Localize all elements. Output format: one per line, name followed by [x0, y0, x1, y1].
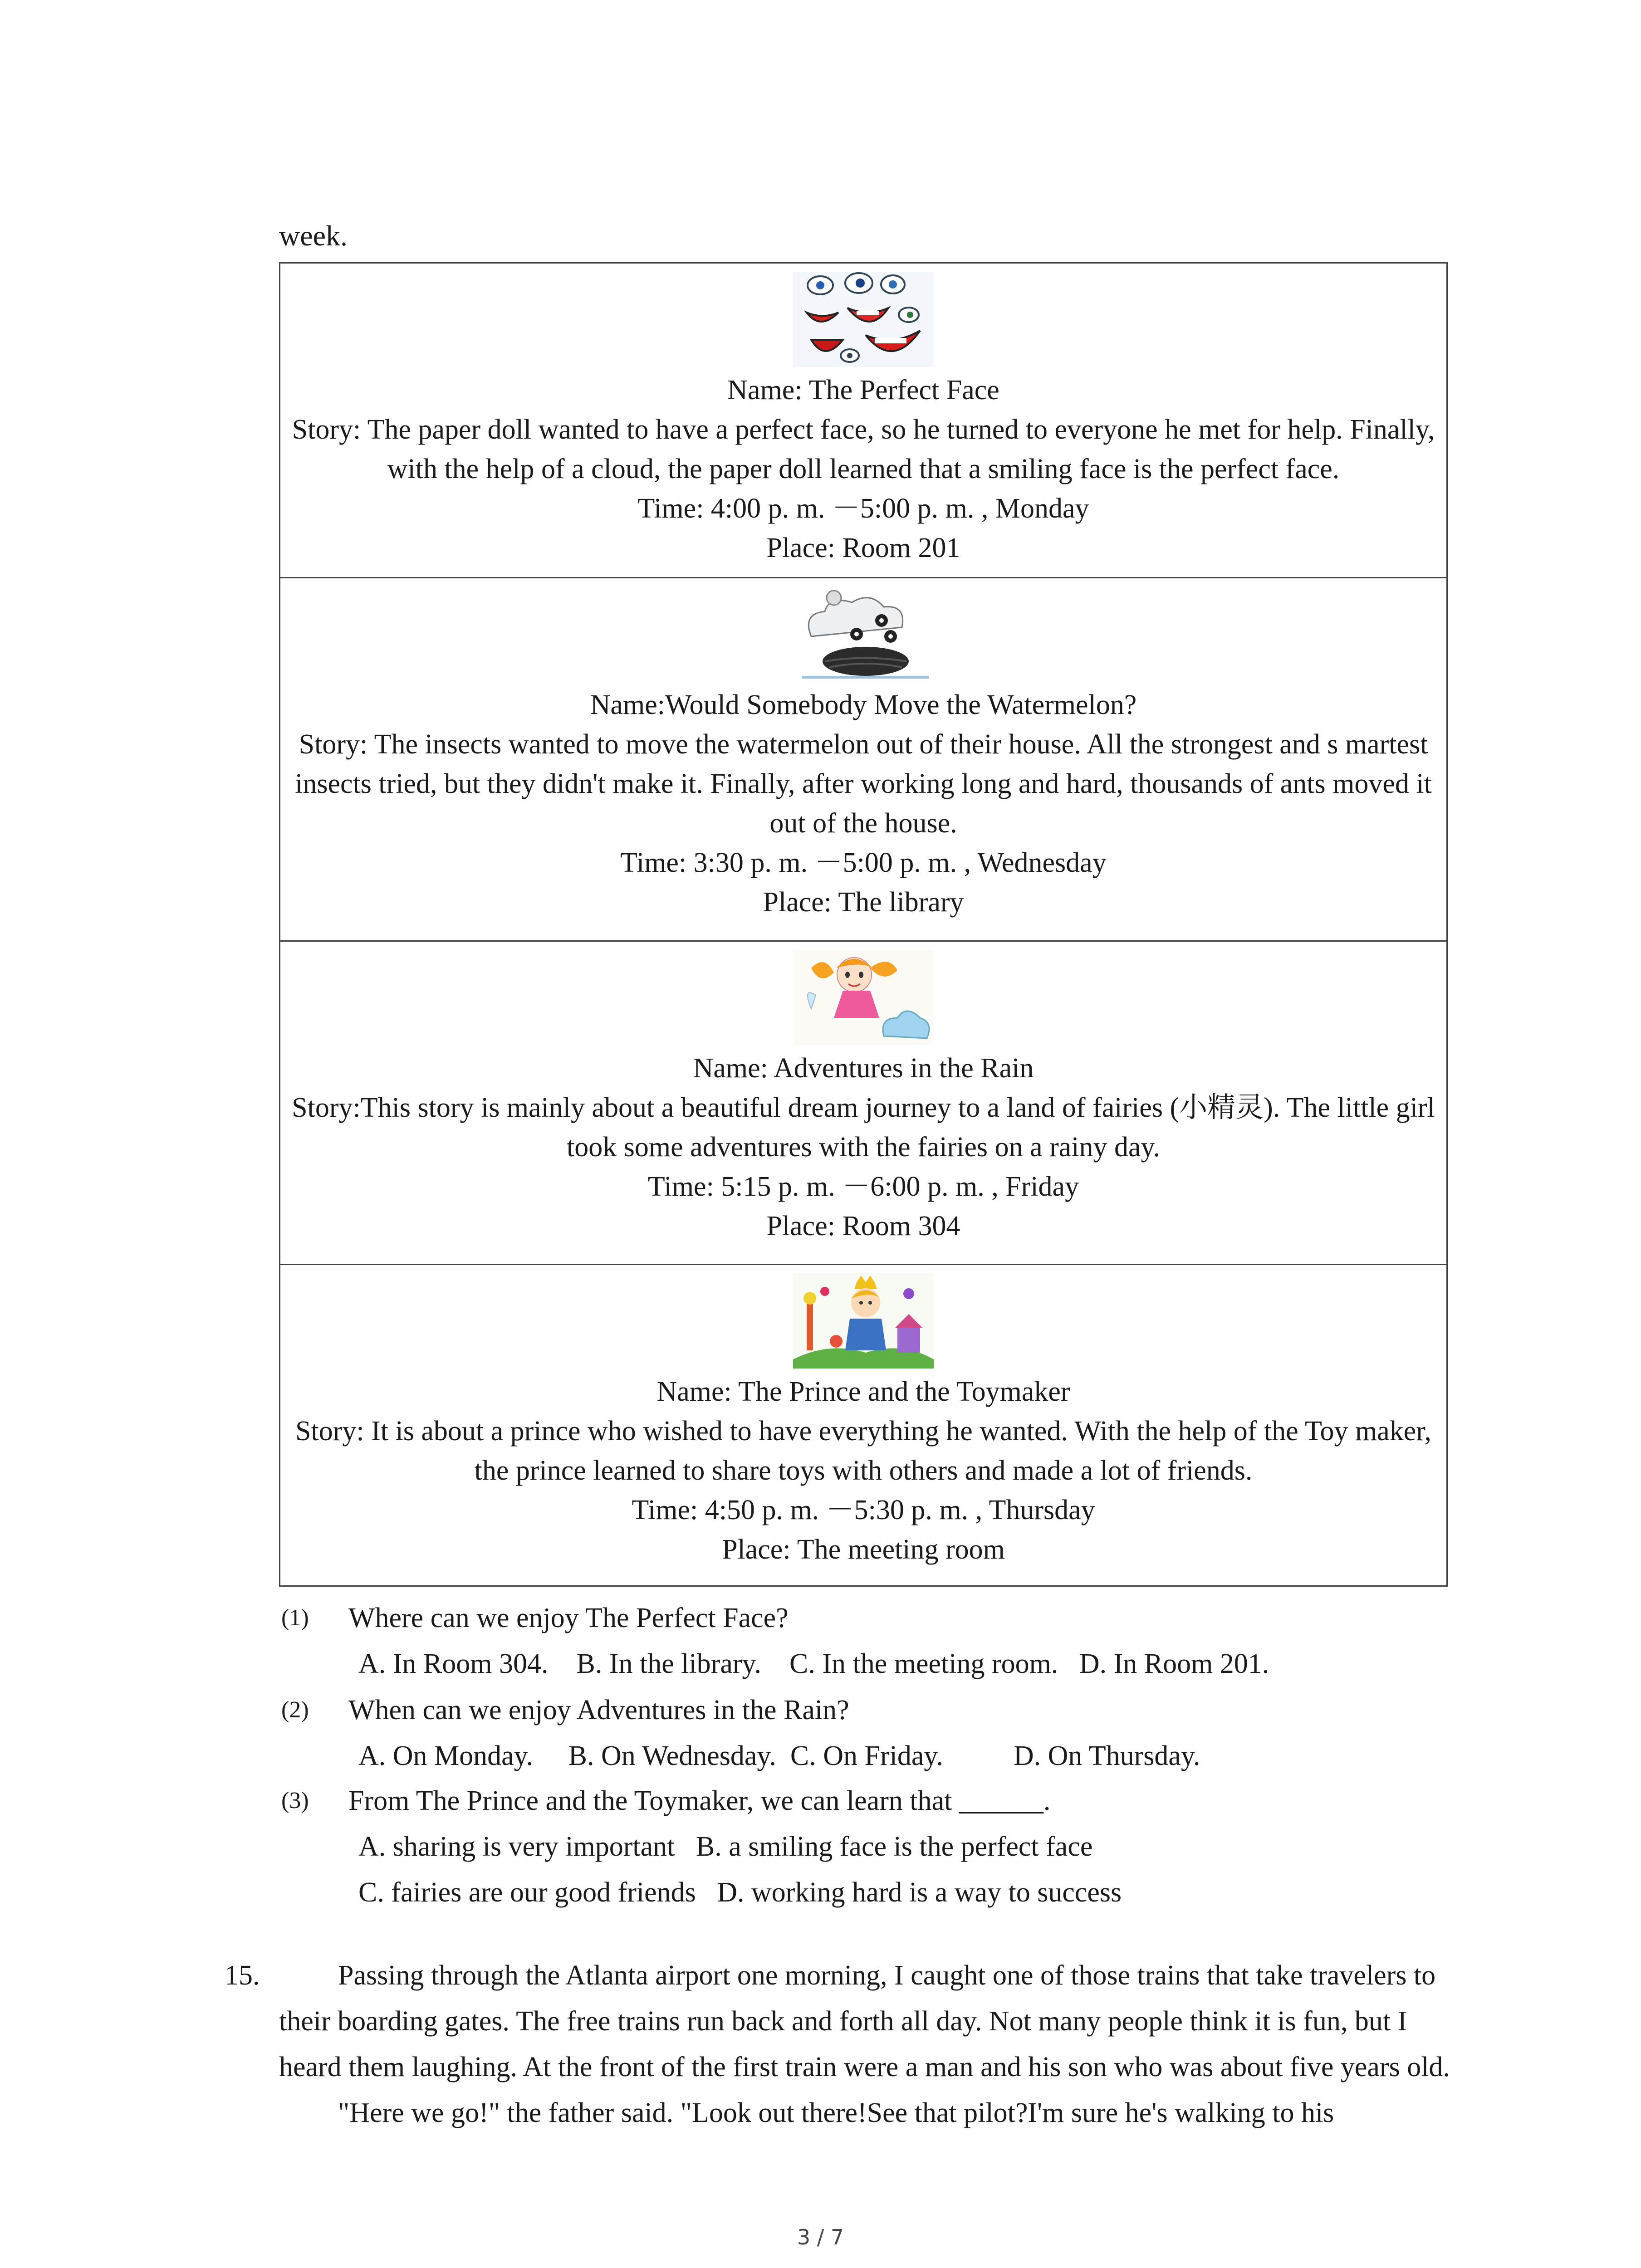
book-time: Time: 4:00 p. m. －5:00 p. m. , Monday: [637, 493, 1089, 524]
question-number: (3): [281, 1788, 309, 1813]
question-options: C. fairies are our good friends D. working hard is a way to success: [358, 1877, 1122, 1908]
lead-text: week.: [279, 220, 348, 252]
table-row: [280, 1265, 1447, 1586]
book-time: Time: 5:15 p. m. －6:00 p. m. , Friday: [647, 1171, 1079, 1202]
question-text: When can we enjoy Adventures in the Rain?: [348, 1695, 849, 1725]
question-options: A. sharing is very important B. a smiling face is the perfect face: [358, 1831, 1093, 1862]
watermelon-insects-icon: [793, 587, 934, 682]
reading-passage: [279, 1953, 1459, 2136]
book-place: Place: The meeting room: [722, 1534, 1005, 1565]
table-row: [280, 263, 1447, 578]
book-name: Name: The Perfect Face: [727, 375, 999, 406]
question-number: (2): [281, 1697, 309, 1723]
page-number: 3 / 7: [797, 2225, 844, 2249]
book-time: Time: 3:30 p. m. －5:00 p. m. , Wednesday: [620, 847, 1107, 878]
question-number: 15.: [225, 1960, 260, 1991]
book-place: Place: Room 201: [766, 533, 960, 563]
cartoon-faces-icon: [793, 272, 934, 367]
table-row: [280, 941, 1447, 1265]
book-story: Story: It is about a prince who wished to have everything he wanted. With the help of the Toy maker, the prince learned to share toys with others and made a lot of friends.: [295, 1416, 1431, 1486]
book-place: Place: Room 304: [766, 1211, 960, 1242]
book-story: Story:This story is mainly about a beautiful dream journey to a land of fairies (小精灵). The little girl took some adventures with the fairies on a rainy day.: [292, 1092, 1435, 1163]
book-name: Name: Adventures in the Rain: [693, 1053, 1034, 1084]
book-name: Name:Would Somebody Move the Watermelon?: [590, 689, 1137, 720]
question-number: (1): [281, 1605, 309, 1631]
book-cell: [280, 941, 1447, 1265]
book-cell: [280, 578, 1447, 941]
question-text: From The Prince and the Toymaker, we can learn that ______.: [348, 1785, 1051, 1816]
book-cell: [280, 263, 1447, 578]
book-place: Place: The library: [763, 887, 964, 918]
book-name: Name: The Prince and the Toymaker: [656, 1376, 1070, 1407]
book-story: Story: The paper doll wanted to have a perfect face, so he turned to everyone he met for help. Finally, with the help of a cloud, the paper doll learned that a smiling face is the perfect face.: [292, 414, 1435, 484]
book-cell: [280, 1265, 1447, 1586]
table-row: [280, 578, 1447, 941]
book-time: Time: 4:50 p. m. －5:30 p. m. , Thursday: [632, 1495, 1095, 1525]
prince-toys-icon: [793, 1273, 934, 1369]
question-text: Where can we enjoy The Perfect Face?: [348, 1603, 789, 1633]
fairy-cloud-icon: [793, 950, 934, 1045]
question-options: A. On Monday. B. On Wednesday. C. On Friday. D. On Thursday.: [358, 1740, 1200, 1771]
question-options: A. In Room 304. B. In the library. C. In the meeting room. D. In Room 201.: [358, 1648, 1269, 1679]
passage-paragraph: Passing through the Atlanta airport one morning, I caught one of those trains that take travelers to their boarding gates. The free trains run back and forth all day. Not many people think it is fun, but I heard them laughing. At the front of the first train were a man and his son who was about five years old.: [279, 1960, 1450, 2082]
book-story: Story: The insects wanted to move the watermelon out of their house. All the strongest and s martest insects tried, but they didn't make it. Finally, after working long and hard, thousands of ants moved it out of the house.: [295, 729, 1432, 839]
passage-paragraph: "Here we go!" the father said. "Look out there!See that pilot?I'm sure he's walking to his: [338, 2097, 1334, 2128]
book-schedule-table: [279, 262, 1448, 1587]
